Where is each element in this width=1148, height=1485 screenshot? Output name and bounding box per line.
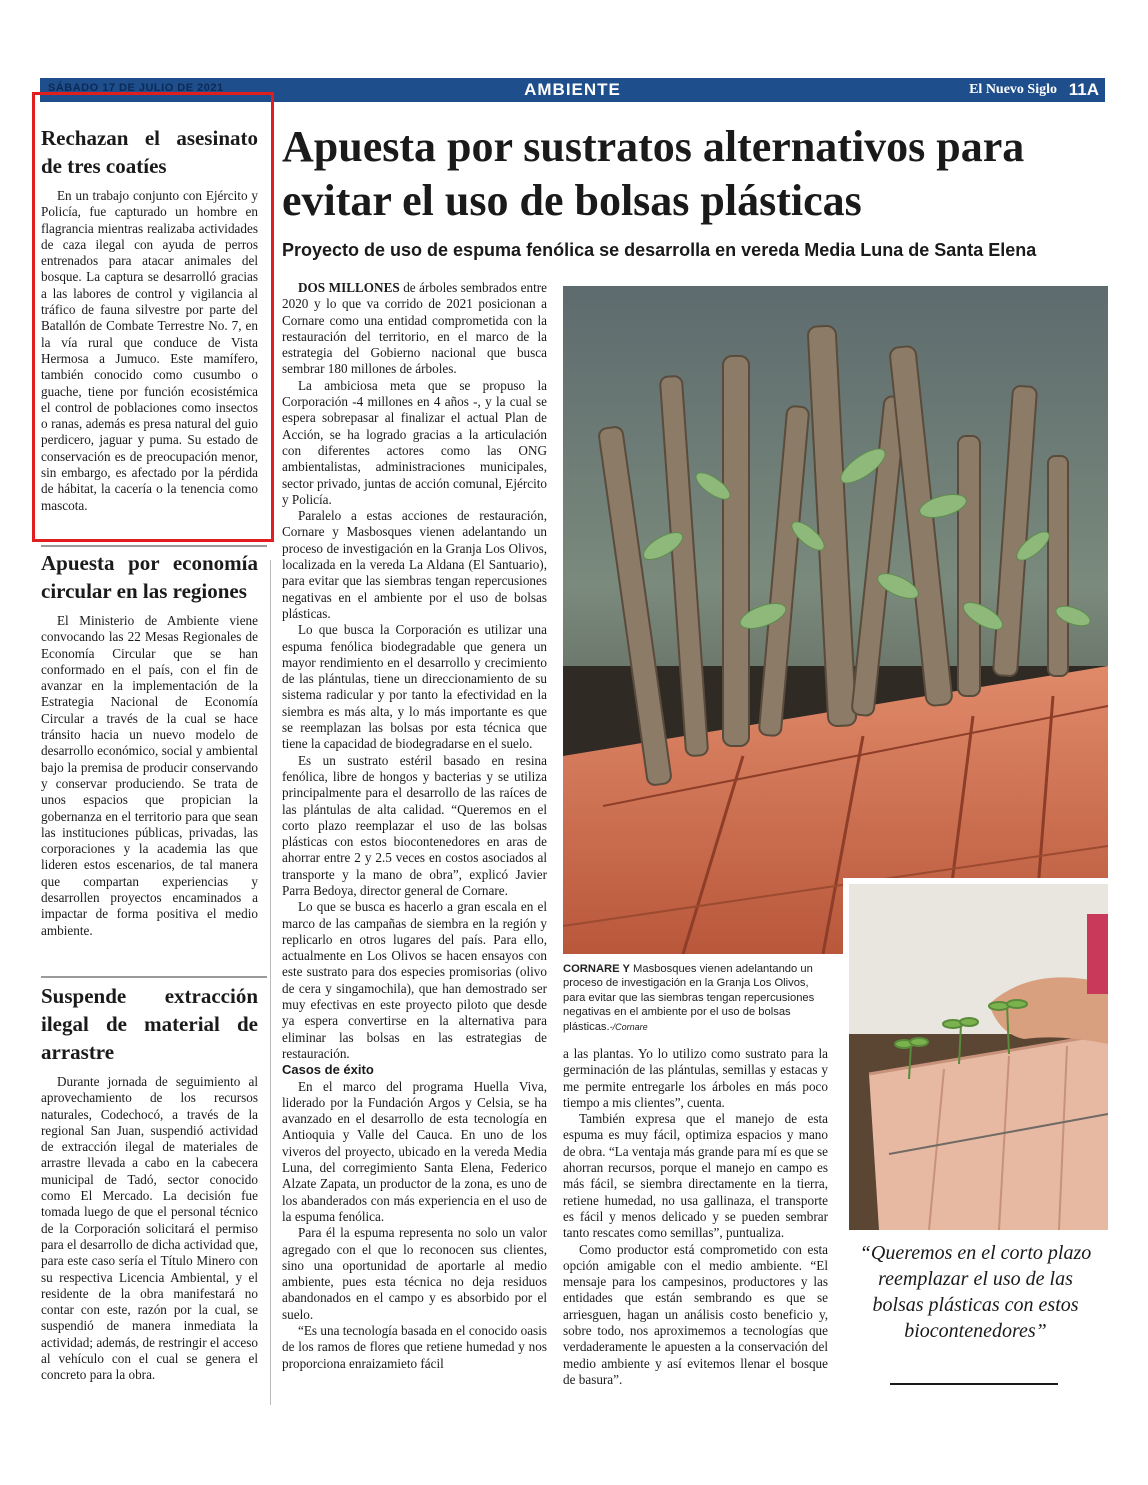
newspaper-name: El Nuevo Siglo: [969, 82, 1057, 97]
paragraph: Como productor está comprometido con esta opción amigable con el medio ambiente. “El mensaje para los campesinos, productores y las entidades que están sembrando es que se arriesguen, hagan un análisis costo beneficio y, sobre todo, nos aproximemos a tecnologías que verdaderamente le apuesten a la conservación del medio ambiente y así evitemos llenar el bosque de basura”.: [563, 1241, 828, 1387]
column-rule: [270, 560, 271, 1405]
issue-date: SÁBADO 17 DE JULIO DE 2021: [48, 82, 224, 94]
paragraph: Paralelo a estas acciones de restauración, Cornare y Masbosques vienen adelantando un proceso de investigación en la Granja Los Olivos, localizada en la vereda La Aldana (El Santuario), para evitar que las siembras tengan repercusiones negativas en el ambiente por el uso de bolsas plásticas.: [282, 508, 547, 621]
divider: [41, 976, 267, 978]
photo-credit: -/Cornare: [609, 1021, 648, 1032]
lead-strong: DOS MILLONES: [298, 280, 400, 295]
paragraph: La ambiciosa meta que se propuso la Corporación -4 millones en 4 años -, y la cual se espera sobrepasar al finalizar el actual Plan de Acción, se ha logrado gracias a la articulación con diferentes actores como las ONG ambientalistas, administraciones municipales, sector privado, juntas de acción comunal, Ejército y Policía.: [282, 377, 547, 507]
brief-extraccion: [41, 982, 258, 1384]
paragraph: Para él la espuma representa no solo un valor agregado con el que lo reconocen sus clientes, sino una oportunidad de aportarle al medio ambiente, pues esta técnica no deja residuos abandonados en el campo y es absorbido por el suelo.: [282, 1225, 547, 1322]
section-title: AMBIENTE: [524, 80, 621, 99]
brief-body: Durante jornada de seguimiento al aprovechamiento de los recursos naturales, Codechocó, a través de la regional San Juan, suspendió actividad de extracción ilegal de materiales de arrastre llevada a cabo en la cabecera municipal de Tadó, sector conocido como El Mercado. La decisión fue tomada luego de que el personal técnico de la Corporación solicitará el permiso para el desarrollo de dicha actividad que, para este caso sería el Título Minero con su respectiva Licencia Ambiental, y el residente de la obra manifestará no contar con este, razón por la cual, se suspendió de manera inmediata la actividad; además, de restringir el acceso al vehículo con el cual se genera el concreto para la obra.: [41, 1074, 258, 1383]
section-subhead: Casos de éxito: [282, 1062, 374, 1078]
hand-planting-photo: [843, 878, 1108, 1230]
article-lead: [282, 280, 547, 378]
paragraph: Es un sustrato estéril basado en resina fenólica, libre de hongos y bacterias y se utiliza principalmente para el desarrollo de las raíces de las plántulas de alta calidad. “Queremos en el corto plazo reemplazar el uso de las bolsas plásticas con estos biocontenedores en aras de ahorrar entre 2 y 2.5 veces en costos asociados al transporte y la mano de obra”, explicó Javier Parra Bedoya, director general de Cornare.: [282, 752, 547, 898]
paragraph: a las plantas. Yo lo utilizo como sustrato para la germinación de las plántulas, semillas y estacas y me permite entregarle los árboles en más poco tiempo a mis clientes”, cuenta.: [563, 1046, 828, 1110]
brief-body: El Ministerio de Ambiente viene convocando las 22 Mesas Regionales de Economía Circular que se han conformado en el país, con el fin de avanzar en la implementación de la Estrategia Nacional de Economía Circular a través de la cual se hace tránsito hacia un nuevo modelo de desarrollo económico, social y ambiental bajo la premisa de producir conservando y conservar produciendo. Se trata de unos espacios que propician la gobernanza en el territorio para que sean las instituciones públicas, privadas, las corporaciones y la academia las que lideren estos escenarios, de tal manera que compartan experiencias y desarrollen proyectos encaminados a impactar de forma positiva el medio ambiente.: [41, 613, 258, 938]
caption-strong: CORNARE Y: [563, 963, 630, 975]
paragraph: También expresa que el manejo de esta espuma es muy fácil, optimiza espacios y mano de obra. “La ventaja más grande para mí es que se ahorran recursos, porque el manejo en campo es más fácil, se siembra directamente en la tierra, retiene humedad, no usa gallinaza, el transporte es fácil y menos delicado y se pueden sembrar tanto rescates como semillas”, puntualiza.: [563, 1111, 828, 1241]
brief-coaties: [41, 124, 258, 514]
paragraph: “Es una tecnología basada en el conocido oasis de los ramos de flores que retiene humedad y nos proporciona enraizamieto fácil: [282, 1323, 547, 1371]
photo-caption: [563, 962, 833, 1034]
paragraph: En el marco del programa Huella Viva, liderado por la Fundación Argos y Celsia, se ha avanzado en el desarrollo de esta tecnología en Antioquia y Valle del Cauca. En uno de los viveros del proyecto, ubicado en la vereda Media Luna, del corregimiento Santa Elena, Federico Alzate Zapata, un productor de la zona, es uno de los abanderados con más experiencia en el uso de la espuma fenólica.: [282, 1078, 547, 1224]
seedlings-photo: [563, 286, 1108, 954]
article-column-3: [563, 1046, 828, 1388]
paragraph: Lo que busca la Corporación es utilizar una espuma fenólica biodegradable que genera un mayor rendimiento en el desarrollo y crecimiento de las plántulas, tiene un direccionamiento de su sistema radicular y por tanto la efectividad en la siembra es más alta, y lo más importante es que se reemplazan las bolsas por esta técnica que tiene la capacidad de biodegradarse en el suelo.: [282, 622, 547, 752]
brief-title: Apuesta por economía circular en las regiones: [41, 551, 258, 603]
caption-text: Masbosques vienen adelantando un proceso de investigación en la Granja Los Olivos, para evitar que las siembras tengan repercusiones negativas en el ambiente por el uso de bolsas plásticas.: [563, 963, 815, 1033]
brief-body: En un trabajo conjunto con Ejército y Policía, fue capturado un hombre en flagrancia mientras realizaba actividades de caza ilegal con ayuda de perros entrenados para atacar animales del bosque. La captura se desarrolló gracias a las labores de control y vigilancia al tráfico de fauna silvestre por parte del Batallón de Combate Terrestre No. 7, en la vía rural que conduce de Vista Hermosa a Jumuco. Este mamífero, también conocido como cusumbo o guache, tiene por función ecosistémica el control de poblaciones como insectos o ranas, además es presa natural del guio perdicero, jaguar y puma. Su estado de conservación es de preocupación menor, sin embargo, es afectado por la pérdida de hábitat, la cacería o la tenencia como mascota.: [41, 188, 258, 513]
main-subheadline: Proyecto de uso de espuma fenólica se desarrolla en vereda Media Luna de Santa Elena: [282, 240, 1037, 260]
brief-title: Rechazan el asesinato de tres coatíes: [41, 126, 258, 178]
brief-title: Suspende extracción ilegal de material de arrastre: [41, 984, 258, 1064]
divider: [41, 545, 267, 547]
lead-text: de árboles sembrados entre 2020 y lo que va corrido de 2021 posicionan a Cornare como una entidad comprometida con la restauración del territorio, en el marco de la estrategia del Gobierno nacional que busca sembrar 180 millones de árboles.: [282, 280, 547, 377]
page-number: 11A: [1068, 80, 1099, 99]
brief-economia-circular: [41, 549, 258, 939]
quote-rule: [890, 1383, 1058, 1385]
main-headline: Apuesta por sustratos alternativos para evitar el uso de bolsas plásticas: [282, 122, 1025, 225]
pull-quote: “Queremos en el corto plazo reemplazar el uso de las bolsas plásticas con estos biocontenedores”: [859, 1242, 1092, 1342]
article-column-1: [282, 280, 547, 1372]
paragraph: Lo que se busca es hacerlo a gran escala en el marco de las campañas de siembra en la región y replicarlo en otros lugares del país. Para ello, actualmente en Los Olivos se hacen ensayos con este sustrato para dos especies promisorias (olivo de cera y singamochila), que han demostrado ser muy efectivas en este proyecto piloto que desde ya espera convertirse en la alternativa para eliminar las bolsas en las estrategias de restauración.: [282, 899, 547, 1061]
